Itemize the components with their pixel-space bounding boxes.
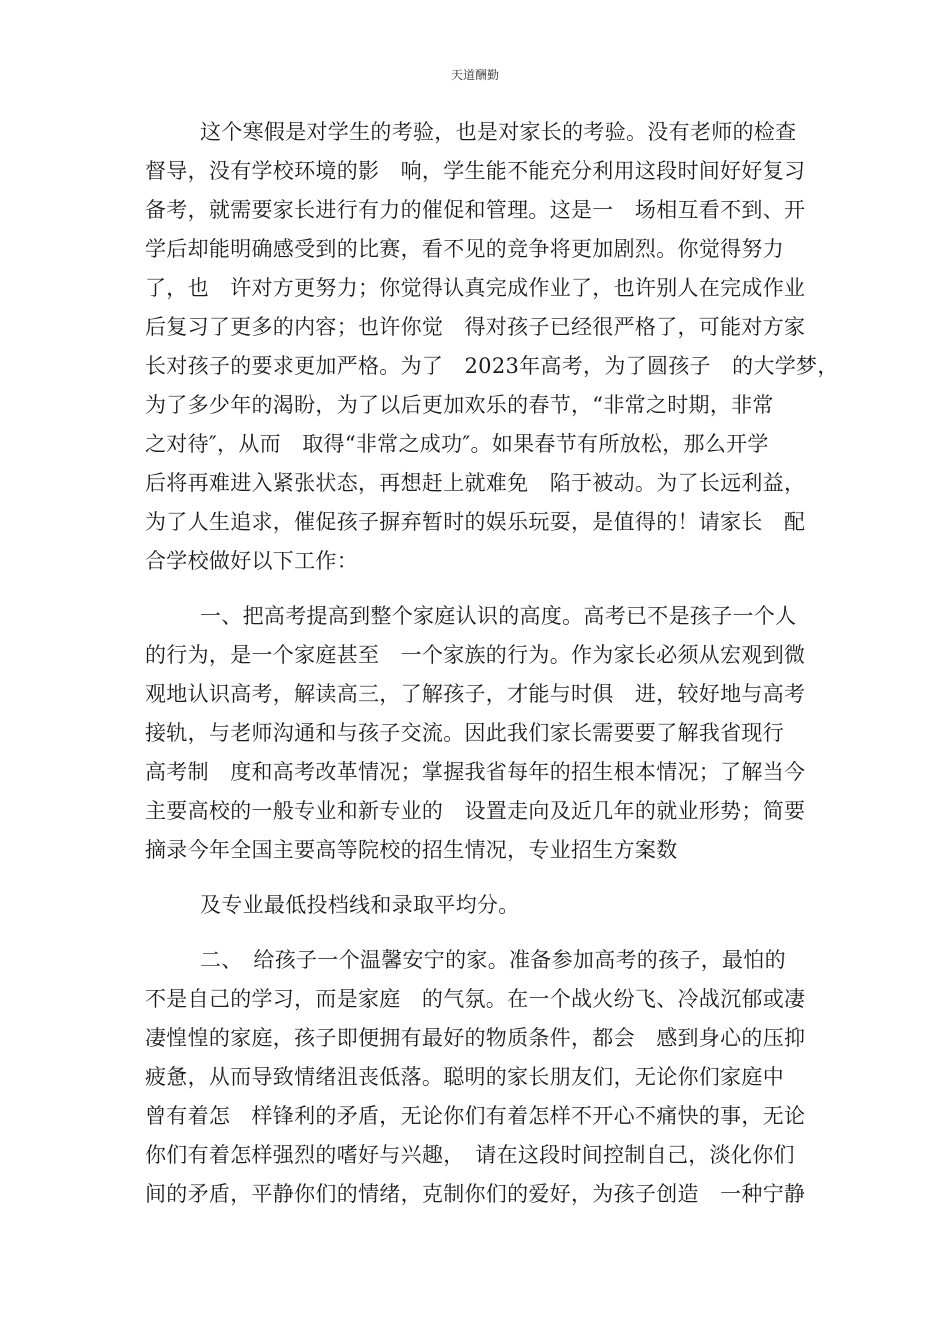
text-line: 这个寒假是对学生的考验，也是对家长的考验。没有老师的检查 <box>200 120 797 144</box>
paragraph-gap <box>145 870 807 886</box>
text-line: 你们有着怎样强烈的嗜好与兴趣， 请在这段时间控制自己，淡化你们 <box>145 1143 795 1167</box>
text-line: 疲惫，从而导致情绪沮丧低落。聪明的家长朋友们，无论你们家庭中 <box>145 1065 784 1089</box>
text-line: 摘录今年全国主要高等院校的招生情况，专业招生方案数 <box>145 838 678 862</box>
document-body <box>145 113 839 1214</box>
paragraph-gap <box>145 925 807 941</box>
text-line: 接轨，与老师沟通和与孩子交流。因此我们家长需要要了解我省现行 <box>145 721 784 745</box>
text-line: 主要高校的一般专业和新专业的 设置走向及近几年的就业形势；简要 <box>145 799 806 823</box>
paragraph-continuation <box>145 886 807 925</box>
paragraph-intro <box>145 113 839 581</box>
text-line: 凄惶惶的家庭，孩子即便拥有最好的物质条件，都会 感到身心的压抑 <box>145 1026 806 1050</box>
text-line: 了，也 许对方更努力；你觉得认真完成作业了，也许别人在完成作业 <box>145 276 806 300</box>
page-header: 天道酬勤 <box>450 68 499 82</box>
text-line: 后将再难进入紧张状态，再想赶上就难免 陷于被动。为了长远利益， <box>145 471 806 495</box>
text-line: 为了多少年的渴盼，为了以后更加欢乐的春节，“非常之时期，非常 <box>145 393 774 417</box>
text-line: 及专业最低投档线和录取平均分。 <box>200 893 520 917</box>
text-line: 观地认识高考，解读高三，了解孩子，才能与时俱 进，较好地与高考 <box>145 682 806 706</box>
text-line: 督导，没有学校环境的影 响，学生能不能充分利用这段时间好好复习 <box>145 159 806 183</box>
text-line: 长对孩子的要求更加严格。为了 2023年高考，为了圆孩子 的大学梦， <box>145 354 839 378</box>
paragraph-gap <box>145 581 807 597</box>
text-line: 高考制 度和高考改革情况；掌握我省每年的招生根本情况；了解当今 <box>145 760 806 784</box>
text-line: 的行为，是一个家庭甚至 一个家族的行为。作为家长必须从宏观到微 <box>145 643 806 667</box>
text-line: 学后却能明确感受到的比赛，看不见的竞争将更加剧烈。你觉得努力 <box>145 237 784 261</box>
text-line: 备考，就需要家长进行有力的催促和管理。这是一 场相互看不到、开 <box>145 198 806 222</box>
text-line: 二、 给孩子一个温馨安宁的家。准备参加高考的孩子，最怕的 <box>200 948 786 972</box>
text-line: 间的矛盾，平静你们的情绪，克制你们的爱好，为孩子创造 一种宁静 <box>145 1182 806 1206</box>
text-line: 之对待″，从而 取得“非常之成功″。如果春节有所放松，那么开学 <box>145 432 769 456</box>
paragraph-section-one <box>145 597 807 870</box>
text-line: 为了人生追求，催促孩子摒弃暂时的娱乐玩耍，是值得的！请家长 配 <box>145 510 806 534</box>
text-line: 合学校做好以下工作： <box>145 549 358 573</box>
text-line: 一、把高考提高到整个家庭认识的高度。高考已不是孩子一个人 <box>200 604 797 628</box>
text-line: 曾有着怎 样锋利的矛盾，无论你们有着怎样不开心不痛快的事，无论 <box>145 1104 806 1128</box>
text-line: 不是自己的学习，而是家庭 的气氛。在一个战火纷飞、冷战沉郁或凄 <box>145 987 806 1011</box>
text-line: 后复习了更多的内容；也许你觉 得对孩子已经很严格了，可能对方家 <box>145 315 806 339</box>
paragraph-section-two <box>145 941 807 1214</box>
